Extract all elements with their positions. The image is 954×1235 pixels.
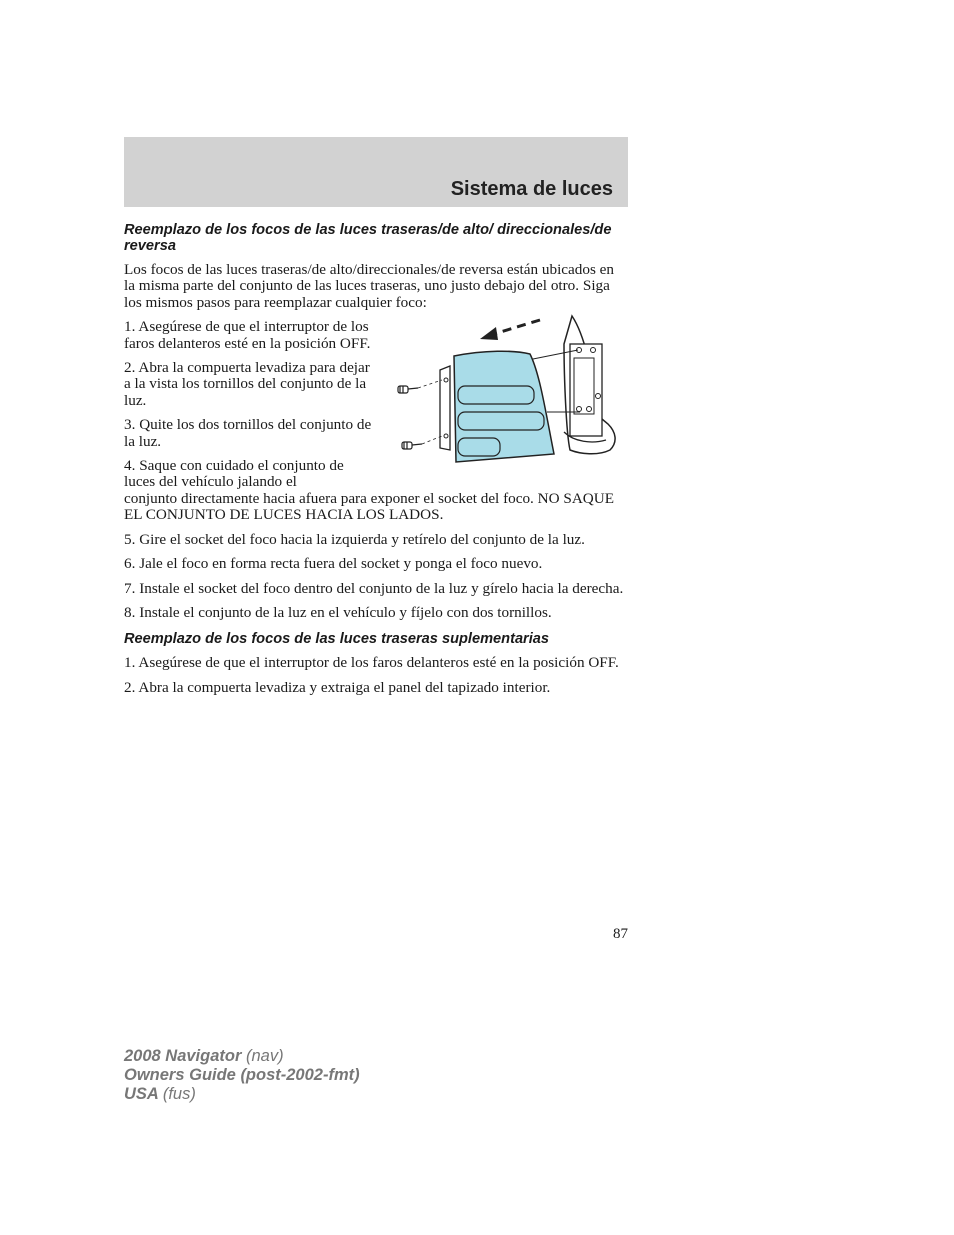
supp-step-2: 2. Abra la compuerta levadiza y extraiga el panel del tapizado interior. xyxy=(124,678,551,696)
footer-market: USA xyxy=(124,1085,159,1103)
step-8: 8. Instale el conjunto de la luz en el vehículo y fíjelo con dos tornillos. xyxy=(124,603,552,621)
footer-line-1 xyxy=(124,1047,360,1066)
section-heading-tail-lamps: Reemplazo de los focos de las luces traseras/de alto/ direccionales/de reversa xyxy=(124,222,612,254)
page-content xyxy=(124,222,628,704)
step-2: 2. Abra la compuerta levadiza para dejar a la vista los tornillos del conjunto de la luz. xyxy=(124,359,370,409)
steps-with-figure xyxy=(124,319,628,523)
footer xyxy=(124,1047,360,1104)
section-heading-supplemental: Reemplazo de los focos de las luces traseras suplementarias xyxy=(124,631,550,648)
step-4-text: 4. Saque con cuidado el conjunto de luces del vehículo jalando el conjunto directamente hacia afuera para exponer el socket del foco. NO SAQUE EL CONJUNTO DE LUCES HACIA LOS LADOS. xyxy=(124,457,615,524)
tail-lamp-figure xyxy=(384,314,630,464)
step-3: 3. Quite los dos tornillos del conjunto de la luz. xyxy=(124,416,372,450)
step-7: 7. Instale el socket del foco dentro del conjunto de la luz y gírelo hacia la derecha. xyxy=(124,579,624,597)
step-5: 5. Gire el socket del foco hacia la izquierda y retírelo del conjunto de la luz. xyxy=(124,530,585,548)
supp-step-1: 1. Asegúrese de que el interruptor de los faros delanteros esté en la posición OFF. xyxy=(124,654,619,672)
step-4 xyxy=(124,458,628,524)
footer-line-3 xyxy=(124,1085,360,1104)
page-number: 87 xyxy=(613,926,628,942)
section-title: Sistema de luces xyxy=(450,178,613,200)
footer-line-2: Owners Guide (post-2002-fmt) xyxy=(124,1066,360,1084)
footer-model: 2008 Navigator xyxy=(124,1047,242,1065)
footer-model-code: (nav) xyxy=(246,1047,284,1065)
intro-paragraph: Los focos de las luces traseras/de alto/direccionales/de reversa están ubicados en la misma parte del conjunto de las luces traseras, uno justo debajo del otro. Siga los mismos pasos para reemplazar cualquier foco: xyxy=(124,261,615,311)
header-band xyxy=(124,137,628,207)
tail-lamp-assembly-illustration xyxy=(384,314,630,464)
step-1: 1. Asegúrese de que el interruptor de los faros delanteros esté en la posición OFF. xyxy=(124,318,371,352)
footer-market-code: (fus) xyxy=(162,1085,196,1103)
step-6: 6. Jale el foco en forma recta fuera del socket y ponga el foco nuevo. xyxy=(124,555,543,573)
